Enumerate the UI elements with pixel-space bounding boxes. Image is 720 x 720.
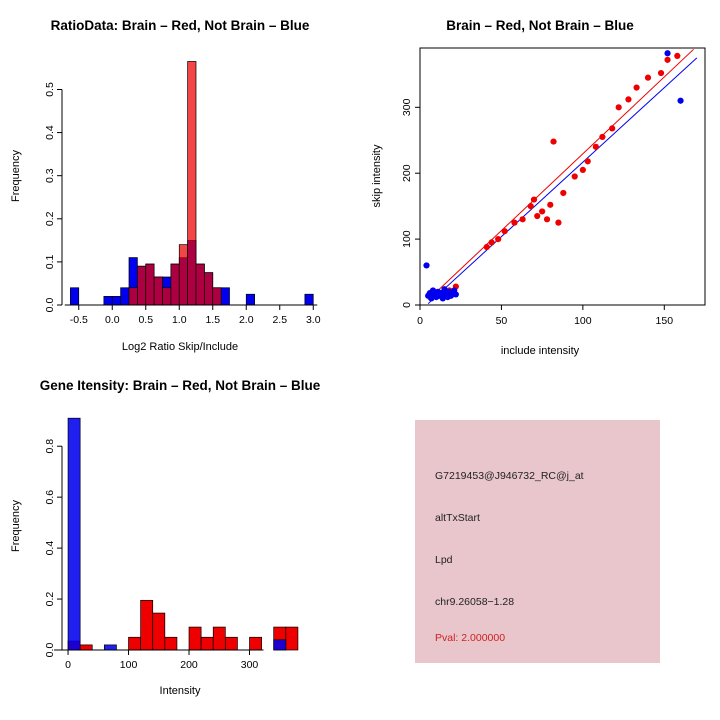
y-tick-label: 0.1 bbox=[44, 254, 56, 270]
info-gene-symbol: Lpd bbox=[435, 554, 453, 566]
x-tick-label: 100 bbox=[574, 315, 592, 327]
bar-not-brain bbox=[246, 294, 254, 305]
scatter-point-brain bbox=[528, 203, 534, 209]
bar-brain bbox=[153, 613, 165, 650]
scatter-point-not-brain bbox=[423, 262, 429, 268]
y-tick-label: 0.6 bbox=[44, 489, 56, 505]
y-tick-label: 200 bbox=[401, 164, 413, 182]
scatter-point-brain bbox=[560, 190, 566, 196]
x-tick-label: 0.0 bbox=[104, 314, 120, 326]
panel-scatter bbox=[360, 0, 720, 360]
bar-not-brain bbox=[104, 296, 112, 305]
bar-not-brain bbox=[121, 288, 129, 305]
x-tick-label: 100 bbox=[119, 659, 138, 671]
scatter-point-brain bbox=[585, 158, 591, 164]
scatter-point-brain bbox=[616, 104, 622, 110]
bar-brain bbox=[171, 264, 179, 305]
scatter-point-brain bbox=[664, 57, 670, 63]
bar-brain bbox=[146, 264, 154, 305]
scatter-point-brain bbox=[531, 196, 537, 202]
scatter-point-brain bbox=[520, 216, 526, 222]
scatter-point-brain bbox=[658, 70, 664, 76]
bar-not-brain bbox=[274, 640, 286, 650]
bar-brain bbox=[188, 61, 196, 305]
scatter-point-brain bbox=[547, 202, 553, 208]
scatter-point-brain bbox=[539, 208, 545, 214]
bar-brain bbox=[250, 637, 262, 650]
x-tick-label: 2.0 bbox=[238, 314, 254, 326]
y-tick-label: 0.4 bbox=[44, 540, 56, 556]
scatter-point-brain bbox=[572, 173, 578, 179]
bar-brain bbox=[141, 600, 153, 650]
y-tick-label: 0.0 bbox=[44, 642, 56, 658]
scatter-point-brain bbox=[674, 53, 680, 59]
bar-brain bbox=[163, 288, 171, 305]
scatter-point-brain bbox=[495, 236, 501, 242]
y-tick-label: 0.2 bbox=[44, 591, 56, 607]
y-tick-label: 0.4 bbox=[44, 125, 56, 140]
y-tick-label: 0.0 bbox=[44, 297, 56, 313]
scatter-point-brain bbox=[489, 239, 495, 245]
scatter-point-brain bbox=[555, 220, 561, 226]
bar-brain bbox=[137, 266, 145, 305]
bar-not-brain bbox=[112, 296, 120, 305]
panel-scatter-plot bbox=[360, 0, 720, 360]
bar-brain bbox=[179, 245, 187, 305]
scatter-point-not-brain bbox=[664, 50, 670, 56]
y-tick-label: 0.3 bbox=[44, 168, 56, 183]
panel-ratio-xlabel: Log2 Ratio Skip/Include bbox=[121, 341, 239, 353]
panel-ratio-title: RatioData: Brain – Red, Not Brain – Blue bbox=[50, 18, 310, 33]
scatter-point-brain bbox=[645, 75, 651, 81]
regression-line-fit-red bbox=[428, 49, 693, 299]
scatter-point-not-brain bbox=[453, 291, 459, 297]
x-tick-label: -0.5 bbox=[69, 314, 88, 326]
scatter-point-not-brain bbox=[677, 98, 683, 104]
panel-ratio-plot bbox=[0, 0, 360, 360]
panel-intensity-plot bbox=[0, 360, 360, 720]
y-tick-label: 0.8 bbox=[44, 438, 56, 454]
panel-intensity-histogram bbox=[0, 360, 360, 720]
panel-ratio-histogram bbox=[0, 0, 360, 360]
x-tick-label: 1.0 bbox=[171, 314, 187, 326]
bar-not-brain bbox=[68, 418, 80, 650]
panel-info-box bbox=[415, 420, 660, 663]
x-tick-label: 0 bbox=[65, 659, 71, 671]
panel-intensity-ylabel: Frequency bbox=[10, 500, 22, 552]
scatter-point-brain bbox=[599, 134, 605, 140]
info-event-type: altTxStart bbox=[435, 512, 480, 524]
bar-brain bbox=[165, 637, 177, 650]
scatter-point-brain bbox=[625, 96, 631, 102]
scatter-point-brain bbox=[550, 138, 556, 144]
bar-brain bbox=[189, 627, 201, 650]
bar-not-brain bbox=[221, 288, 229, 305]
bar-not-brain bbox=[104, 645, 116, 650]
regression-line-fit-blue bbox=[428, 58, 697, 304]
bar-brain bbox=[286, 627, 298, 650]
scatter-point-brain bbox=[609, 125, 615, 131]
x-tick-label: 0 bbox=[417, 315, 423, 327]
scatter-point-brain bbox=[511, 220, 517, 226]
bar-brain bbox=[213, 627, 225, 650]
info-probe-id: G7219453@J946732_RC@j_at bbox=[435, 470, 584, 482]
panel-intensity-title: Gene Itensity: Brain – Red, Not Brain – Blue bbox=[39, 378, 321, 393]
x-tick-label: 3.0 bbox=[305, 314, 321, 326]
info-pval: Pval: 2.000000 bbox=[435, 632, 506, 644]
scatter-point-brain bbox=[593, 144, 599, 150]
bar-brain bbox=[213, 288, 221, 305]
panel-intensity-xlabel: Intensity bbox=[159, 685, 201, 697]
panel-ratio-ylabel: Frequency bbox=[10, 150, 22, 202]
scatter-point-brain bbox=[544, 216, 550, 222]
x-tick-label: 150 bbox=[655, 315, 674, 327]
x-tick-label: 200 bbox=[180, 659, 198, 671]
y-tick-label: 300 bbox=[401, 98, 413, 117]
scatter-point-brain bbox=[502, 228, 508, 234]
x-tick-label: 50 bbox=[495, 315, 508, 327]
bar-brain bbox=[225, 637, 237, 650]
y-tick-label: 0.5 bbox=[44, 82, 56, 97]
y-tick-label: 0 bbox=[401, 302, 413, 308]
panel-scatter-ylabel: skip intensity bbox=[371, 144, 383, 208]
bar-brain bbox=[154, 277, 162, 305]
x-tick-label: 2.5 bbox=[272, 314, 288, 326]
bar-brain bbox=[204, 273, 212, 305]
x-tick-label: 0.5 bbox=[138, 314, 154, 326]
info-locus: chr9.26058−1.28 bbox=[435, 596, 515, 608]
scatter-point-brain bbox=[484, 244, 490, 250]
bar-not-brain bbox=[305, 294, 313, 305]
panel-scatter-xlabel: include intensity bbox=[500, 345, 580, 357]
y-tick-label: 0.2 bbox=[44, 211, 56, 227]
bar-brain bbox=[201, 637, 213, 650]
bar-brain bbox=[129, 637, 141, 650]
x-tick-label: 300 bbox=[240, 659, 259, 671]
bar-brain bbox=[196, 264, 204, 305]
panel-scatter-title: Brain – Red, Not Brain – Blue bbox=[446, 18, 634, 33]
x-tick-label: 1.5 bbox=[205, 314, 221, 326]
bar-brain bbox=[80, 645, 92, 650]
scatter-point-brain bbox=[634, 84, 640, 90]
scatter-point-brain bbox=[580, 167, 586, 173]
scatter-point-brain bbox=[534, 213, 540, 219]
bar-brain bbox=[129, 288, 137, 305]
bar-not-brain bbox=[70, 288, 78, 305]
y-tick-label: 100 bbox=[401, 230, 413, 248]
